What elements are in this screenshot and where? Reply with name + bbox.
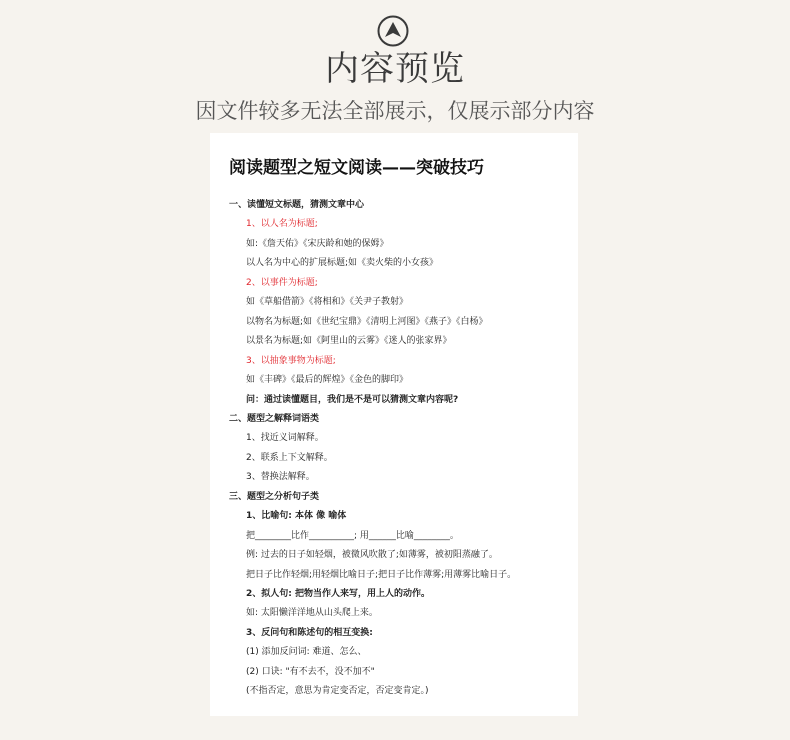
document-line: 如:《詹天佑》《宋庆龄和她的保姆》 [246, 238, 389, 249]
document-line: 2、拟人句: 把物当作人来写，用上人的动作。 [246, 589, 430, 599]
document-line: 例: 过去的日子如轻烟，被微风吹散了;如薄雾，被初阳蒸融了。 [246, 550, 498, 561]
document-line: 三、题型之分析句子类 [229, 491, 320, 502]
document-line: 二、题型之解释词语类 [229, 413, 320, 424]
document-line: 把________比作__________; 用______比喻________。 [246, 530, 459, 541]
document-line: 1、以人名为标题; [246, 219, 318, 230]
document-line: 3、替换法解释。 [246, 472, 315, 483]
document-line: 以景名为标题;如《阿里山的云雾》《迷人的张家界》 [246, 336, 452, 347]
document-line: (不指否定，意思为肯定变否定，否定变肯定。) [246, 686, 429, 697]
document-line: 以物名为标题;如《世纪宝鼎》《清明上河图》《燕子》《白杨》 [246, 316, 488, 327]
document-line: 问：通过读懂题目，我们是不是可以猜测文章内容呢? [246, 394, 459, 405]
document-line: 一、读懂短文标题，猜测文章中心 [229, 200, 365, 210]
document-title: 阅读题型之短文阅读——突破技巧 [229, 158, 484, 178]
document-line: 1、比喻句: 本体 像 喻体 [246, 511, 347, 522]
document-line: 如: 太阳懒洋洋地从山头爬上来。 [246, 608, 378, 619]
document-line: (2) 口诀: "有不去不，没不加不" [246, 666, 375, 677]
page-title: 内容预览 [325, 49, 465, 89]
document-line: 2、联系上下文解释。 [246, 452, 333, 463]
document-line: 2、以事件为标题; [246, 277, 318, 288]
document-line: 如《草船借箭》《将相和》《关尹子教射》 [246, 297, 409, 308]
chevron-up-circle-icon [377, 15, 409, 47]
document-line: 如《丰碑》《最后的辉煌》《金色的脚印》 [246, 375, 409, 386]
document-line: 3、反问句和陈述句的相互变换: [246, 627, 373, 638]
document-line: (1) 添加反问词: 难道、怎么、 [246, 647, 367, 658]
document-line: 以人名为中心的扩展标题;如《卖火柴的小女孩》 [246, 258, 439, 269]
document-line: 3、以抽象事物为标题; [246, 355, 336, 366]
document-preview [210, 133, 578, 716]
page-subtitle: 因文件较多无法全部展示，仅展示部分内容 [195, 99, 595, 123]
document-line: 1、找近义词解释。 [246, 433, 324, 444]
document-line: 把日子比作轻烟;用轻烟比喻日子;把日子比作薄雾;用薄雾比喻日子。 [246, 569, 517, 580]
